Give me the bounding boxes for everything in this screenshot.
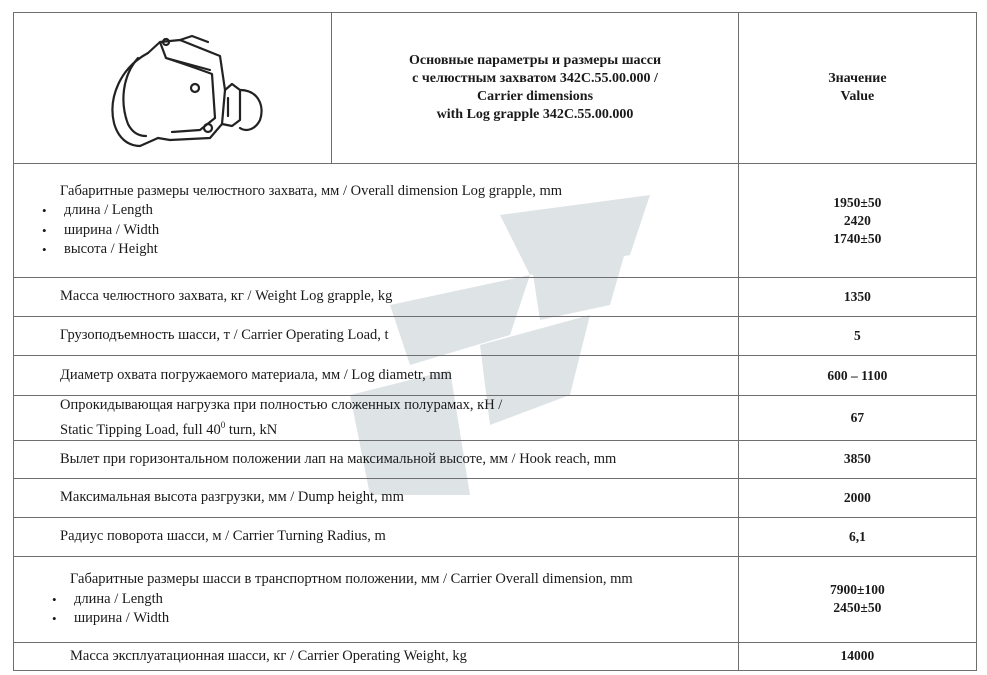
parameter-cell — [14, 556, 739, 642]
list-item: • ширина / Width — [64, 609, 738, 629]
list-item: • длина / Length — [54, 201, 738, 221]
parameter-label: Максимальная высота разгрузки, мм / Dump height, mm — [60, 489, 404, 506]
parameter-sublist — [60, 201, 738, 260]
value-text: 14000 — [840, 648, 875, 664]
value-text: 67 — [850, 409, 865, 425]
parameter-label: Грузоподъемность шасси, т / Carrier Operating Load, t — [60, 327, 389, 344]
parameter-label: Опрокидывающая нагрузка при полностью сложенных полурамах, кН / — [60, 397, 503, 413]
value-cell — [738, 317, 976, 356]
value-cell — [738, 164, 976, 278]
table-title-cell — [332, 13, 738, 164]
table-header-row — [14, 13, 977, 164]
table-title-line: с челюстным захватом 342C.55.00.000 / — [412, 71, 658, 86]
table-row — [14, 517, 977, 556]
parameter-label-line2 — [60, 416, 738, 440]
parameter-cell — [14, 642, 739, 670]
parameter-label: Радиус поворота шасси, м / Carrier Turning Radius, m — [60, 528, 386, 545]
table-row — [14, 396, 977, 441]
table-row — [14, 356, 977, 396]
value-cell — [738, 556, 976, 642]
table-title-line: Основные параметры и размеры шасси — [409, 53, 662, 68]
table-title-line: with Log grapple 342C.55.00.000 — [436, 107, 634, 122]
parameter-label: Вылет при горизонтальном положении лап на максимальной высоте, мм / Hook reach, mm — [60, 450, 617, 467]
parameter-label: Масса эксплуатационная шасси, кг / Carrier Operating Weight, kg — [70, 647, 467, 664]
parameter-cell — [14, 317, 739, 356]
parameter-label-part: Static Tipping Load, full 40 — [60, 421, 221, 438]
log-grapple-drawing-icon — [100, 28, 270, 148]
table-title-line: Carrier dimensions — [477, 89, 594, 104]
parameter-label-part: turn, kN — [225, 421, 278, 438]
specification-table — [13, 12, 977, 671]
parameter-cell — [14, 356, 739, 396]
parameter-cell — [14, 478, 739, 517]
degree-superscript: 0 — [220, 419, 226, 430]
table-row — [14, 164, 977, 278]
parameter-label: Габаритные размеры челюстного захвата, мм / Overall dimension Log grapple, mm — [60, 182, 563, 199]
value-cell — [738, 396, 976, 441]
list-item: • высота / Height — [54, 240, 738, 260]
value-cell — [738, 478, 976, 517]
value-text: 1740±50 — [833, 230, 882, 246]
value-text: 600 – 1100 — [827, 367, 888, 383]
value-text: 2420 — [843, 212, 871, 228]
table-row — [14, 556, 977, 642]
table-row — [14, 440, 977, 478]
table-row — [14, 317, 977, 356]
grapple-image-cell — [14, 13, 332, 164]
value-header-line: Value — [840, 89, 875, 104]
value-cell — [738, 642, 976, 670]
parameter-cell — [14, 396, 739, 441]
list-item: • ширина / Width — [54, 221, 738, 241]
value-text: 1350 — [843, 289, 871, 304]
value-text: 5 — [854, 328, 861, 343]
value-text: 2450±50 — [833, 600, 882, 616]
parameter-label: Габаритные размеры шасси в транспортном положении, мм / Carrier Overall dimension, mm — [70, 571, 633, 588]
parameter-sublist — [70, 590, 738, 629]
parameter-label: Масса челюстного захвата, кг / Weight Log grapple, kg — [60, 288, 393, 305]
value-text: 2000 — [843, 489, 871, 505]
value-cell — [738, 356, 976, 396]
value-header-line: Значение — [828, 71, 887, 86]
value-text: 7900±100 — [830, 582, 885, 598]
value-cell — [738, 517, 976, 556]
value-text: 6,1 — [848, 528, 866, 544]
parameter-cell — [14, 164, 739, 278]
value-header-cell — [738, 13, 976, 164]
list-item: • длина / Length — [64, 590, 738, 610]
value-cell — [738, 278, 976, 317]
value-text: 3850 — [843, 451, 871, 467]
parameter-label: Диаметр охвата погружаемого материала, мм / Log diametr, mm — [60, 366, 452, 383]
value-cell — [738, 440, 976, 478]
table-row — [14, 478, 977, 517]
table-row — [14, 642, 977, 670]
parameter-cell — [14, 517, 739, 556]
value-text: 1950±50 — [833, 194, 882, 210]
table-row — [14, 278, 977, 317]
parameter-cell — [14, 278, 739, 317]
parameter-cell — [14, 440, 739, 478]
